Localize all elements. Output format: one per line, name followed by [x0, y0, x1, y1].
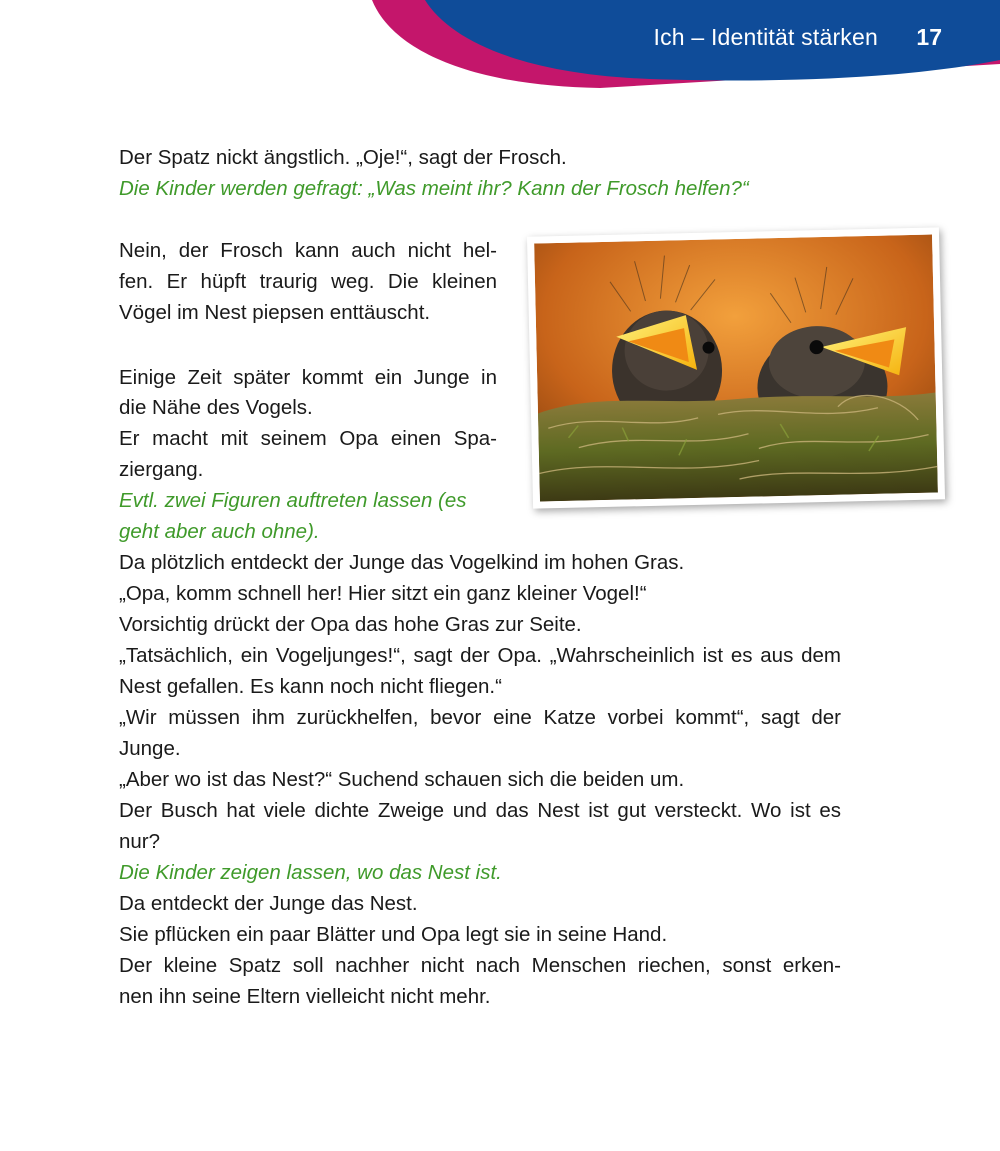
story-line: „Aber wo ist das Nest?“ Suchend schauen sich die beiden um. — [119, 768, 685, 791]
story-line: Nein, der Frosch kann auch nicht hel- — [119, 239, 497, 262]
page-number: 17 — [916, 24, 942, 50]
story-line: Der Busch hat viele dichte Zweige und das Nest ist gut versteckt. Wo ist es — [119, 799, 841, 822]
story-line: ziergang. — [119, 458, 204, 481]
story-line: die Nähe des Vogels. — [119, 396, 313, 419]
story-line: fen. Er hüpft traurig weg. Die kleinen — [119, 270, 497, 293]
story-line: Der Spatz nickt ängstlich. „Oje!“, sagt der Frosch. — [119, 146, 567, 169]
chapter-title: Ich – Identität stärken — [653, 24, 878, 50]
photo-frame — [527, 227, 945, 508]
instruction-line: geht aber auch ohne). — [119, 520, 320, 543]
story-line: nur? — [119, 830, 161, 853]
story-line: Er macht mit seinem Opa einen Spa- — [119, 427, 497, 450]
instruction-line: Die Kinder werden gefragt: „Was meint ihr? Kann der Frosch helfen?“ — [119, 177, 749, 200]
story-line: Nest gefallen. Es kann noch nicht fliegen.“ — [119, 675, 502, 698]
story-line: Da entdeckt der Junge das Nest. — [119, 892, 418, 915]
story-line: Der kleine Spatz soll nachher nicht nach Menschen riechen, sonst erken- — [119, 954, 841, 977]
story-line: Junge. — [119, 737, 181, 760]
story-line: „Tatsächlich, ein Vogeljunges!“, sagt der Opa. „Wahrscheinlich ist es aus dem — [119, 644, 841, 667]
story-line: Sie pflücken ein paar Blätter und Opa legt sie in seine Hand. — [119, 923, 668, 946]
story-line: Einige Zeit später kommt ein Junge in — [119, 366, 497, 389]
instruction-line: Die Kinder zeigen lassen, wo das Nest ist. — [119, 861, 502, 884]
baby-birds-photo — [534, 235, 938, 502]
story-line: „Opa, komm schnell her! Hier sitzt ein ganz kleiner Vogel!“ — [119, 582, 647, 605]
story-line: „Wir müssen ihm zurückhelfen, bevor eine Katze vorbei kommt“, sagt der — [119, 706, 841, 729]
story-line: Vögel im Nest piepsen enttäuscht. — [119, 301, 431, 324]
story-line: Da plötzlich entdeckt der Junge das Vogelkind im hohen Gras. — [119, 551, 685, 574]
story-line: Vorsichtig drückt der Opa das hohe Gras zur Seite. — [119, 613, 582, 636]
instruction-line: Evtl. zwei Figuren auftreten lassen (es — [119, 489, 467, 512]
story-line: nen ihn seine Eltern vielleicht nicht mehr. — [119, 985, 491, 1008]
